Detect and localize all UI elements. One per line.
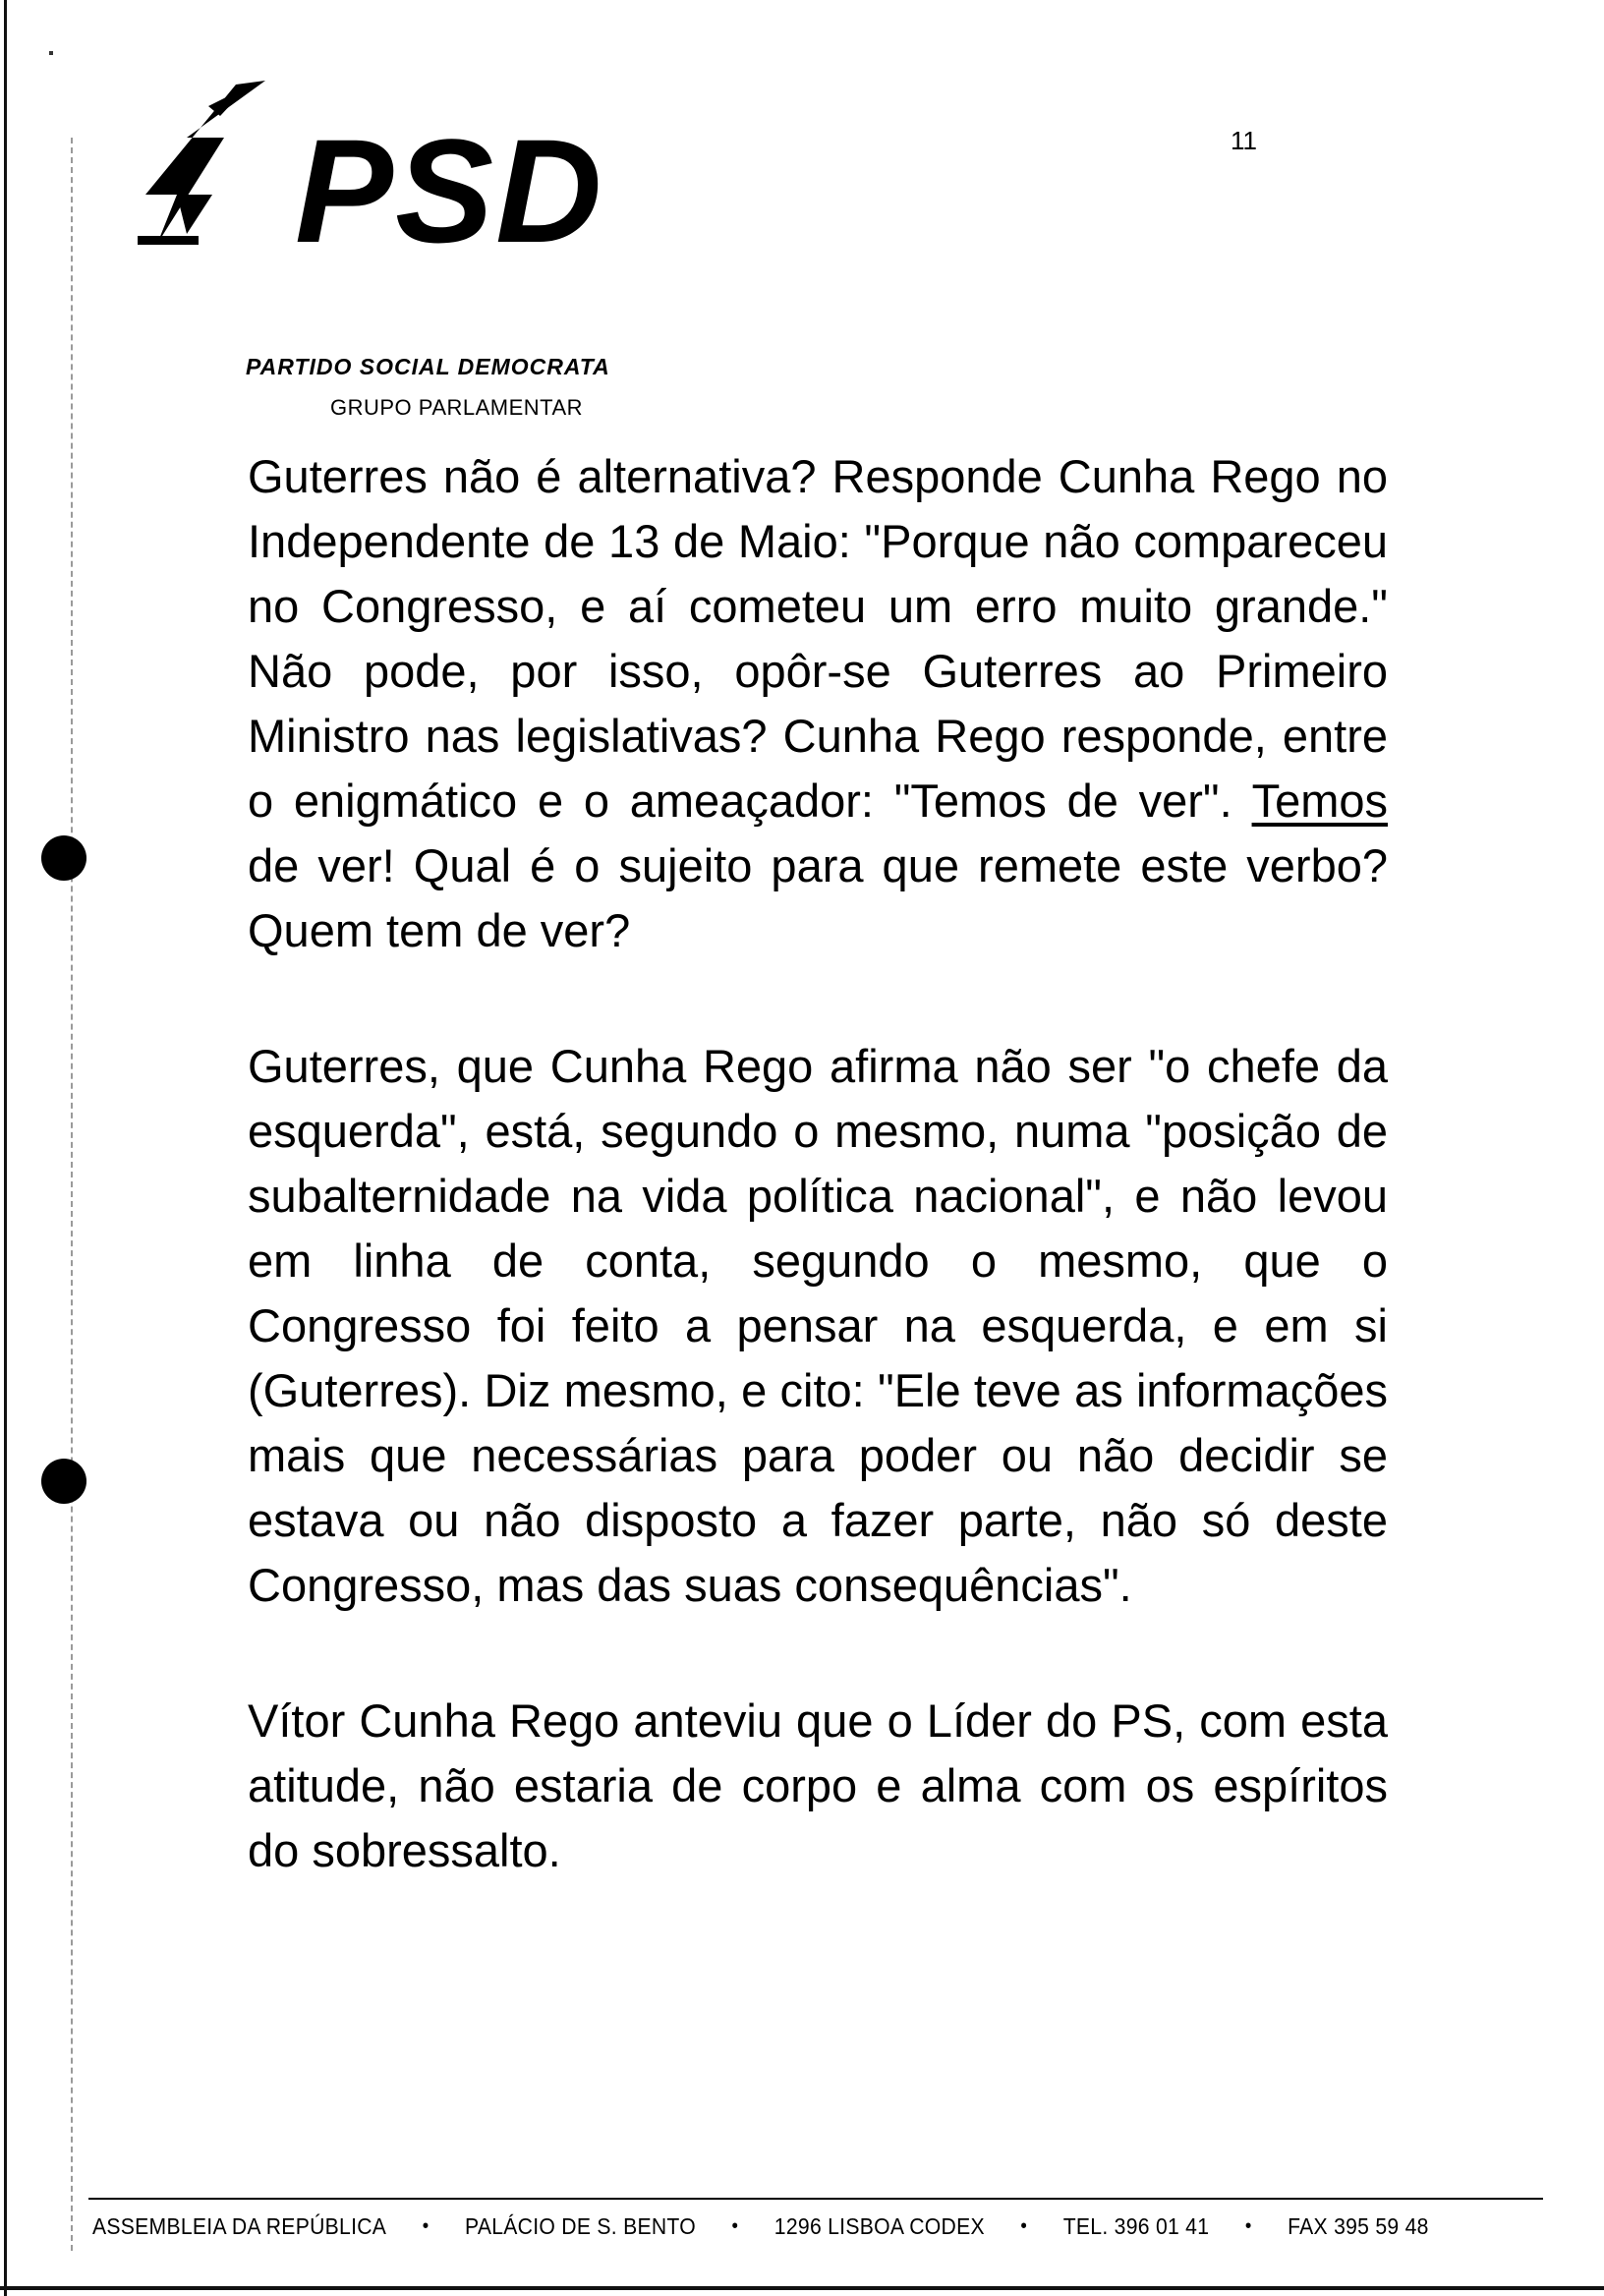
footer-fax: FAX 395 59 48 (1288, 2213, 1429, 2239)
party-name: PARTIDO SOCIAL DEMOCRATA (246, 354, 610, 379)
document-body (248, 444, 1388, 1954)
paragraph-1 (248, 444, 1388, 963)
punch-hole-upper (41, 835, 86, 881)
footer-rule (88, 2198, 1543, 2200)
scan-binder-edge (4, 0, 7, 2296)
paragraph-1-text-b: de ver! Qual é o sujeito para que remete este verbo? Quem tem de ver? (248, 839, 1388, 956)
page-number: 11 (1231, 126, 1257, 155)
footer-separator: • (1244, 2215, 1252, 2237)
scan-bottom-edge (0, 2286, 1604, 2290)
footer-address (92, 2213, 1429, 2240)
scan-dashed-margin (71, 138, 73, 2251)
scan-speck (49, 51, 53, 55)
paragraph-1-text-a: Guterres não é alternativa? Responde Cunha Rego no Independente de 13 de Maio: "Porque não compareceu no Congresso, e aí cometeu um erro muito grande." Não pode, por isso, opôr-se Guterres ao Primeiro Ministro nas legislativas? Cunha Rego responde, entre o enigmático e o ameaçador: "Temos de ver". (248, 450, 1388, 827)
footer-phone: TEL. 396 01 41 (1062, 2213, 1210, 2239)
underlined-word: Temos (1251, 775, 1388, 827)
footer-building: PALÁCIO DE S. BENTO (465, 2213, 696, 2239)
footer-separator: • (422, 2215, 430, 2237)
footer-separator: • (1020, 2215, 1028, 2237)
psd-logo-graphic (118, 77, 629, 273)
paragraph-2: Guterres, que Cunha Rego afirma não ser "o chefe da esquerda", está, segundo o mesmo, numa "posição de subalternidade na vida política nacional", e não levou em linha de conta, segundo o mesmo, que o Congresso foi feito a pensar na esquerda, e em si (Guterres). Diz mesmo, e cito: "Ele teve as informações mais que necessárias para poder ou não decidir se estava ou não disposto a fazer parte, não só deste Congresso, mas das suas consequências". (248, 1040, 1388, 1611)
footer-institution: ASSEMBLEIA DA REPÚBLICA (92, 2213, 387, 2239)
footer-separator: • (731, 2215, 739, 2237)
psd-logo (118, 77, 629, 420)
logo-wordmark: PSD (295, 108, 604, 273)
parliamentary-group: GRUPO PARLAMENTAR (330, 395, 584, 420)
punch-hole-lower (41, 1459, 86, 1504)
paragraph-3: Vítor Cunha Rego anteviu que o Líder do PS, com esta atitude, não estaria de corpo e alma com os espíritos do sobressalto. (248, 1694, 1388, 1876)
footer-postal: 1296 LISBOA CODEX (773, 2213, 985, 2239)
